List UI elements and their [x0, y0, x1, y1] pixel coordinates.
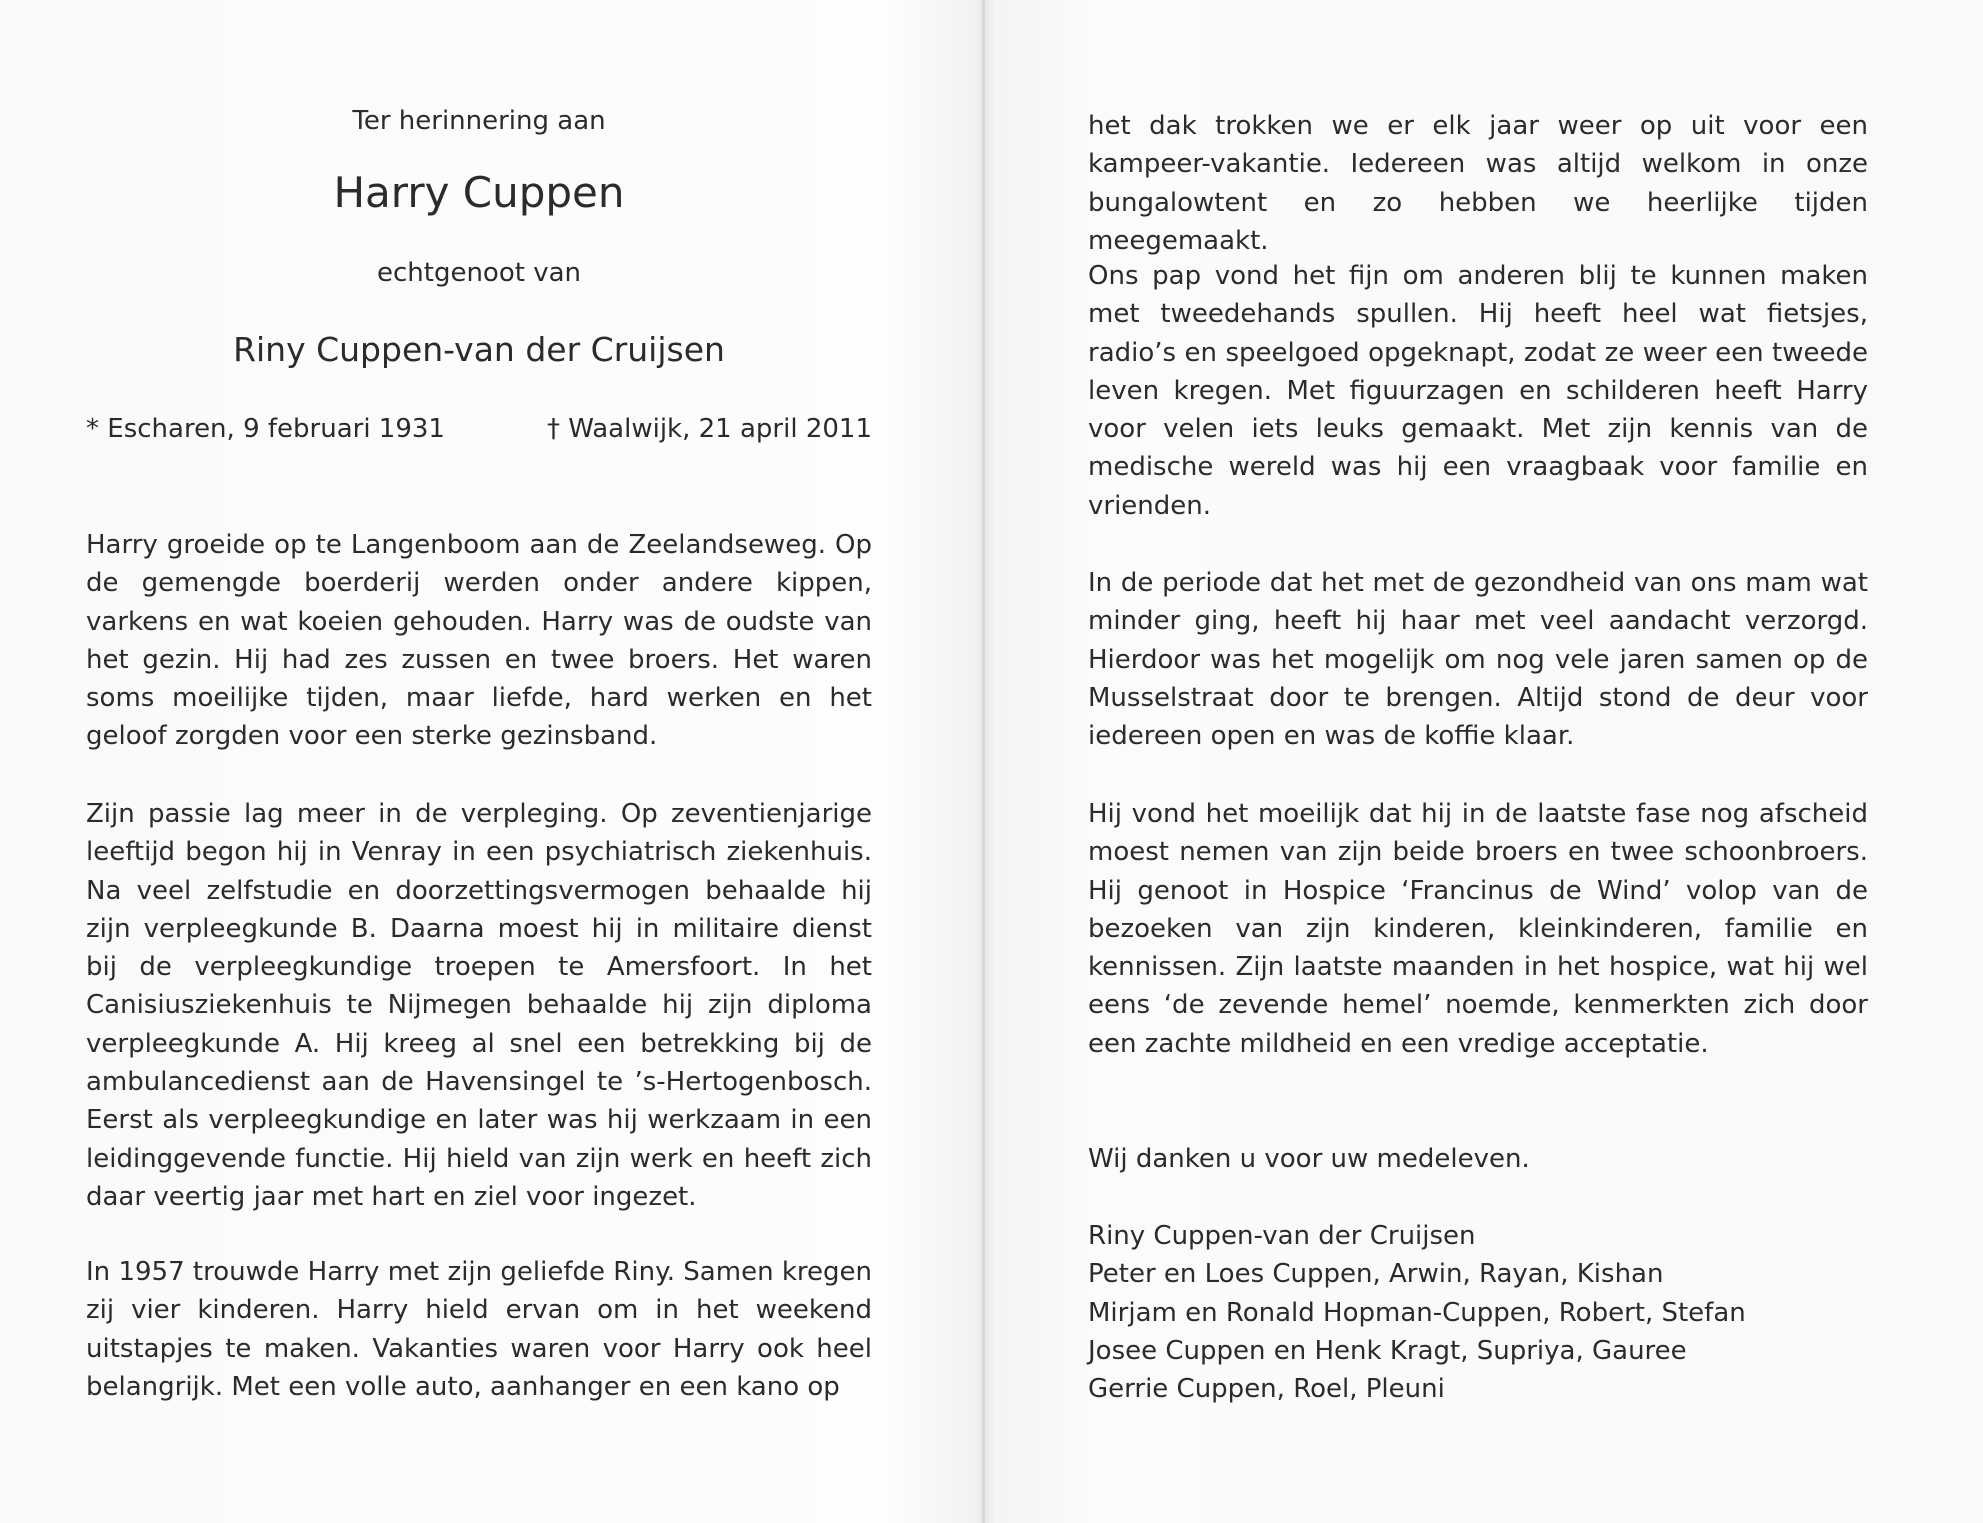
- death-date: † Waalwijk, 21 april 2011: [546, 414, 872, 444]
- intro-text: Ter herinnering aan: [352, 106, 606, 136]
- family-line: Peter en Loes Cuppen, Arwin, Rayan, Kishan: [1088, 1259, 1664, 1290]
- deceased-name: Harry Cuppen: [333, 168, 625, 217]
- spouse-name: Riny Cuppen-van der Cruijsen: [233, 330, 725, 369]
- paragraph-marriage: In 1957 trouwde Harry met zijn geliefde Riny. Samen kregen zij vier kinderen. Harry hield ervan om in het weekend uitstapjes te maken. Vakanties waren voor Harry ook heel belangrijk. Met een volle auto, aanhanger en een kano op: [86, 1257, 872, 1402]
- paragraph-holidays: het dak trokken we er elk jaar weer op uit voor een kampeer-vakantie. Iedereen was altijd welkom in onze bungalowtent en zo hebben we heerlijke tijden meegemaakt.: [1088, 111, 1868, 256]
- spouse-of-label: echtgenoot van: [376, 258, 581, 288]
- paragraph-childhood: Harry groeide op te Langenboom aan de Zeelandseweg. Op de gemengde boerderij werden onder andere kippen, varkens en wat koeien gehouden. Harry was de oudste van het gezin. Hij had zes zussen en twee broers. Het waren soms moeilijke tijden, maar liefde, hard werken en het geloof zorgden voor een sterke gezinsband.: [86, 530, 872, 752]
- paragraph-career: Zijn passie lag meer in de verpleging. Op zeventienjarige leeftijd begon hij in Venray in een psychiatrisch ziekenhuis. Na veel zelfstudie en doorzettingsvermogen behaalde hij zijn verpleegkunde B. Daarna moest hij in militaire dienst bij de verpleegkundige troepen te Amersfoort. In het Canisiusziekenhuis te Nijmegen behaalde hij zijn diploma verpleegkunde A. Hij kreeg al snel een betrekking bij de ambulancedienst aan de Havensingel te ’s-Hertogenbosch. Eerst als verpleegkundige en later was hij werkzaam in een leidinggevende functie. Hij hield van zijn werk en heeft zich daar veertig jaar met hart en ziel voor ingezet.: [86, 799, 872, 1212]
- card-fold: [982, 0, 985, 1523]
- family-line: Riny Cuppen-van der Cruijsen: [1088, 1221, 1476, 1251]
- family-line: Mirjam en Ronald Hopman-Cuppen, Robert, Stefan: [1088, 1297, 1746, 1328]
- paragraph-care: In de periode dat het met de gezondheid van ons mam wat minder ging, heeft hij haar met veel aandacht verzorgd. Hierdoor was het mogelijk om nog vele jaren samen op de Musselstraat door te brengen. Altijd stond de deur voor iedereen open en was de koffie klaar.: [1088, 568, 1868, 752]
- family-line: Gerrie Cuppen, Roel, Pleuni: [1088, 1374, 1445, 1405]
- family-list: [1088, 1217, 1746, 1408]
- left-page: [86, 0, 872, 1523]
- right-page: [1088, 0, 1868, 1523]
- family-line: Josee Cuppen en Henk Kragt, Supriya, Gauree: [1088, 1335, 1687, 1366]
- life-dates: [86, 414, 872, 444]
- paragraph-hobbies: Ons pap vond het fijn om anderen blij te kunnen maken met tweedehands spullen. Hij heeft heel wat fietsjes, radio’s en speelgoed opgeknapt, zodat ze weer een tweede leven kregen. Met figuurzagen en schilderen heeft Harry voor velen iets leuks gemaakt. Met zijn kennis van de medische wereld was hij een vraagbaak voor familie en vrienden.: [1088, 261, 1868, 521]
- birth-date: * Escharen, 9 februari 1931: [86, 414, 445, 444]
- thanks-text: Wij danken u voor uw medeleven.: [1088, 1144, 1530, 1174]
- paragraph-hospice: Hij vond het moeilijk dat hij in de laatste fase nog afscheid moest nemen van zijn beide broers en twee schoonbroers. Hij genoot in Hospice ‘Francinus de Wind’ volop van de bezoeken van zijn kinderen, kleinkinderen, familie en kennissen. Zijn laatste maanden in het hospice, wat hij wel eens ‘de zevende hemel’ noemde, kenmerkten zich door een zachte mildheid en een vredige acceptatie.: [1088, 799, 1868, 1059]
